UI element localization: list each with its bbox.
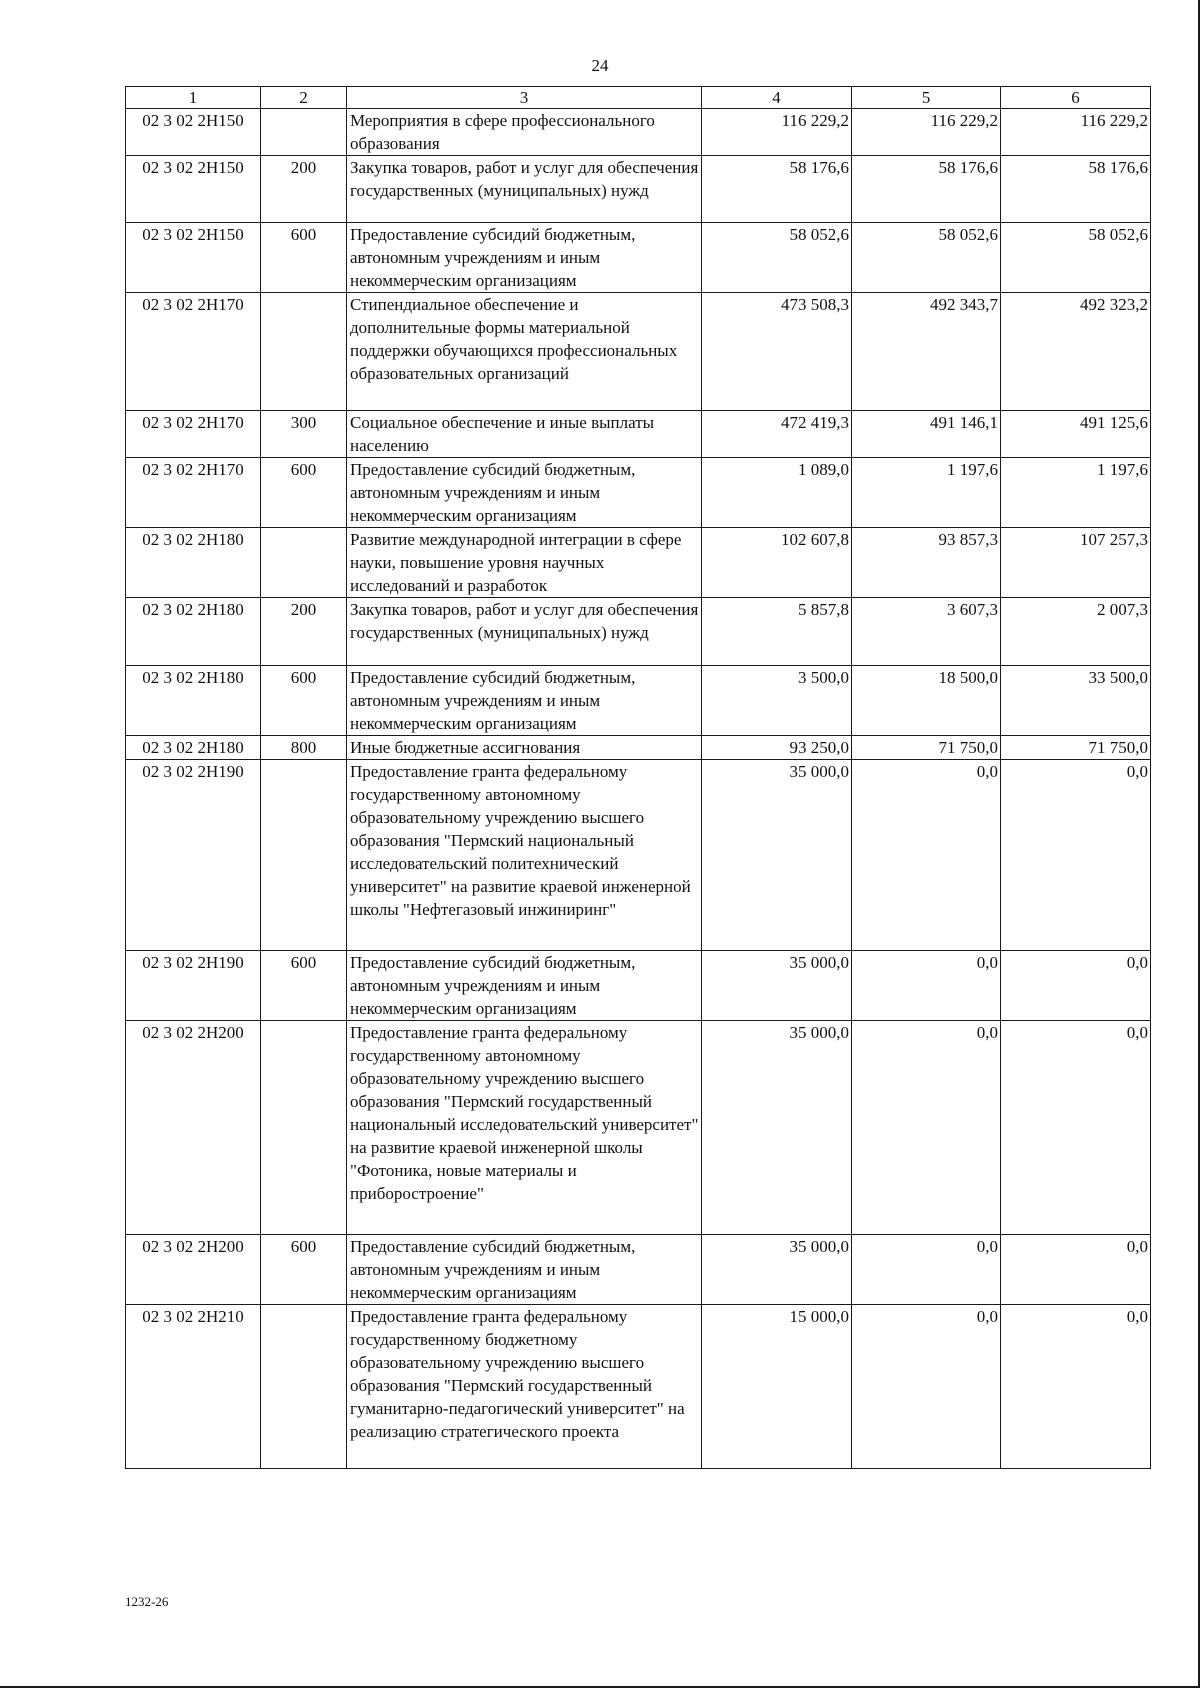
cell-code: 02 3 02 2Н200 <box>126 1235 261 1305</box>
cell-v4: 93 250,0 <box>702 736 852 760</box>
cell-v5: 116 229,2 <box>852 109 1001 156</box>
cell-v5: 3 607,3 <box>852 598 1001 666</box>
cell-v6: 58 052,6 <box>1001 223 1151 293</box>
cell-code: 02 3 02 2Н170 <box>126 293 261 411</box>
cell-v4: 35 000,0 <box>702 1235 852 1305</box>
cell-name: Предоставление субсидий бюджетным, автономным учреждениям и иным некоммерческим организациям <box>347 951 702 1021</box>
table-row <box>126 528 1151 598</box>
cell-code: 02 3 02 2Н200 <box>126 1021 261 1235</box>
cell-v6: 58 176,6 <box>1001 156 1151 223</box>
cell-code: 02 3 02 2Н150 <box>126 156 261 223</box>
cell-v5: 58 052,6 <box>852 223 1001 293</box>
table-row <box>126 666 1151 736</box>
cell-vr <box>261 528 347 598</box>
cell-name: Предоставление субсидий бюджетным, автономным учреждениям и иным некоммерческим организациям <box>347 458 702 528</box>
cell-v6: 491 125,6 <box>1001 411 1151 458</box>
cell-v6: 71 750,0 <box>1001 736 1151 760</box>
cell-v4: 3 500,0 <box>702 666 852 736</box>
table-row <box>126 760 1151 951</box>
column-header-3: 3 <box>347 87 702 109</box>
cell-v6: 33 500,0 <box>1001 666 1151 736</box>
column-header-1: 1 <box>126 87 261 109</box>
cell-v4: 473 508,3 <box>702 293 852 411</box>
cell-name: Развитие международной интеграции в сфере науки, повышение уровня научных исследований и разработок <box>347 528 702 598</box>
cell-name: Предоставление гранта федеральному государственному бюджетному образовательному учреждению высшего образования "Пермский государственный гуманитарно-педагогический университет" на реализацию стратегического проекта <box>347 1305 702 1469</box>
cell-name: Социальное обеспечение и иные выплаты населению <box>347 411 702 458</box>
cell-v5: 0,0 <box>852 951 1001 1021</box>
column-header-5: 5 <box>852 87 1001 109</box>
table-row <box>126 951 1151 1021</box>
cell-v5: 1 197,6 <box>852 458 1001 528</box>
table-row <box>126 458 1151 528</box>
page-number: 24 <box>591 56 609 75</box>
table-row <box>126 293 1151 411</box>
cell-v4: 35 000,0 <box>702 760 852 951</box>
cell-v5: 71 750,0 <box>852 736 1001 760</box>
cell-code: 02 3 02 2Н190 <box>126 951 261 1021</box>
cell-v5: 18 500,0 <box>852 666 1001 736</box>
cell-vr: 600 <box>261 223 347 293</box>
cell-v4: 35 000,0 <box>702 951 852 1021</box>
cell-code: 02 3 02 2Н170 <box>126 411 261 458</box>
table-header-row <box>126 87 1151 109</box>
cell-v6: 492 323,2 <box>1001 293 1151 411</box>
table-row <box>126 411 1151 458</box>
cell-name: Предоставление гранта федеральному государственному автономному образовательному учреждению высшего образования "Пермский национальный исследовательский политехнический университет" на развитие краевой инженерной школы "Нефтегазовый инжиниринг" <box>347 760 702 951</box>
cell-v4: 102 607,8 <box>702 528 852 598</box>
cell-vr <box>261 760 347 951</box>
table-row <box>126 598 1151 666</box>
cell-v6: 1 197,6 <box>1001 458 1151 528</box>
cell-code: 02 3 02 2Н180 <box>126 598 261 666</box>
table-row <box>126 1305 1151 1469</box>
cell-v5: 0,0 <box>852 1021 1001 1235</box>
cell-v4: 1 089,0 <box>702 458 852 528</box>
cell-vr: 800 <box>261 736 347 760</box>
cell-v6: 2 007,3 <box>1001 598 1151 666</box>
table-row <box>126 1021 1151 1235</box>
cell-v4: 35 000,0 <box>702 1021 852 1235</box>
table-row <box>126 1235 1151 1305</box>
column-header-4: 4 <box>702 87 852 109</box>
table-body <box>126 109 1151 1469</box>
cell-v6: 0,0 <box>1001 1021 1151 1235</box>
cell-v5: 0,0 <box>852 1235 1001 1305</box>
cell-v6: 0,0 <box>1001 951 1151 1021</box>
cell-name: Иные бюджетные ассигнования <box>347 736 702 760</box>
cell-name: Мероприятия в сфере профессионального образования <box>347 109 702 156</box>
table-row <box>126 223 1151 293</box>
budget-table <box>125 86 1151 1469</box>
cell-vr: 200 <box>261 156 347 223</box>
cell-v4: 472 419,3 <box>702 411 852 458</box>
cell-vr: 600 <box>261 951 347 1021</box>
cell-vr <box>261 293 347 411</box>
cell-v6: 116 229,2 <box>1001 109 1151 156</box>
cell-v4: 5 857,8 <box>702 598 852 666</box>
cell-v4: 116 229,2 <box>702 109 852 156</box>
cell-name: Закупка товаров, работ и услуг для обеспечения государственных (муниципальных) нужд <box>347 598 702 666</box>
cell-v5: 58 176,6 <box>852 156 1001 223</box>
cell-code: 02 3 02 2Н150 <box>126 223 261 293</box>
table-row <box>126 156 1151 223</box>
cell-v5: 93 857,3 <box>852 528 1001 598</box>
cell-code: 02 3 02 2Н150 <box>126 109 261 156</box>
cell-v6: 0,0 <box>1001 1235 1151 1305</box>
cell-code: 02 3 02 2Н180 <box>126 666 261 736</box>
cell-vr <box>261 109 347 156</box>
cell-vr <box>261 1305 347 1469</box>
cell-vr: 600 <box>261 458 347 528</box>
table-row <box>126 109 1151 156</box>
cell-vr: 300 <box>261 411 347 458</box>
cell-v5: 0,0 <box>852 1305 1001 1469</box>
cell-code: 02 3 02 2Н210 <box>126 1305 261 1469</box>
cell-vr: 600 <box>261 666 347 736</box>
cell-v4: 15 000,0 <box>702 1305 852 1469</box>
cell-v6: 107 257,3 <box>1001 528 1151 598</box>
cell-name: Закупка товаров, работ и услуг для обеспечения государственных (муниципальных) нужд <box>347 156 702 223</box>
cell-name: Предоставление субсидий бюджетным, автономным учреждениям и иным некоммерческим организациям <box>347 666 702 736</box>
cell-v6: 0,0 <box>1001 760 1151 951</box>
column-header-6: 6 <box>1001 87 1151 109</box>
cell-v5: 491 146,1 <box>852 411 1001 458</box>
cell-vr: 600 <box>261 1235 347 1305</box>
cell-vr <box>261 1021 347 1235</box>
cell-code: 02 3 02 2Н180 <box>126 736 261 760</box>
cell-name: Предоставление гранта федеральному государственному автономному образовательному учреждению высшего образования "Пермский государственный национальный исследовательский университет" на развитие краевой инженерной школы "Фотоника, новые материалы и приборостроение" <box>347 1021 702 1235</box>
cell-name: Стипендиальное обеспечение и дополнительные формы материальной поддержки обучающихся профессиональных образовательных организаций <box>347 293 702 411</box>
table-row <box>126 736 1151 760</box>
column-header-2: 2 <box>261 87 347 109</box>
cell-code: 02 3 02 2Н190 <box>126 760 261 951</box>
cell-vr: 200 <box>261 598 347 666</box>
cell-v6: 0,0 <box>1001 1305 1151 1469</box>
cell-code: 02 3 02 2Н170 <box>126 458 261 528</box>
cell-v4: 58 176,6 <box>702 156 852 223</box>
cell-name: Предоставление субсидий бюджетным, автономным учреждениям и иным некоммерческим организациям <box>347 223 702 293</box>
cell-code: 02 3 02 2Н180 <box>126 528 261 598</box>
cell-name: Предоставление субсидий бюджетным, автономным учреждениям и иным некоммерческим организациям <box>347 1235 702 1305</box>
document-footer-code: 1232-26 <box>125 1594 169 1609</box>
cell-v5: 492 343,7 <box>852 293 1001 411</box>
cell-v5: 0,0 <box>852 760 1001 951</box>
cell-v4: 58 052,6 <box>702 223 852 293</box>
